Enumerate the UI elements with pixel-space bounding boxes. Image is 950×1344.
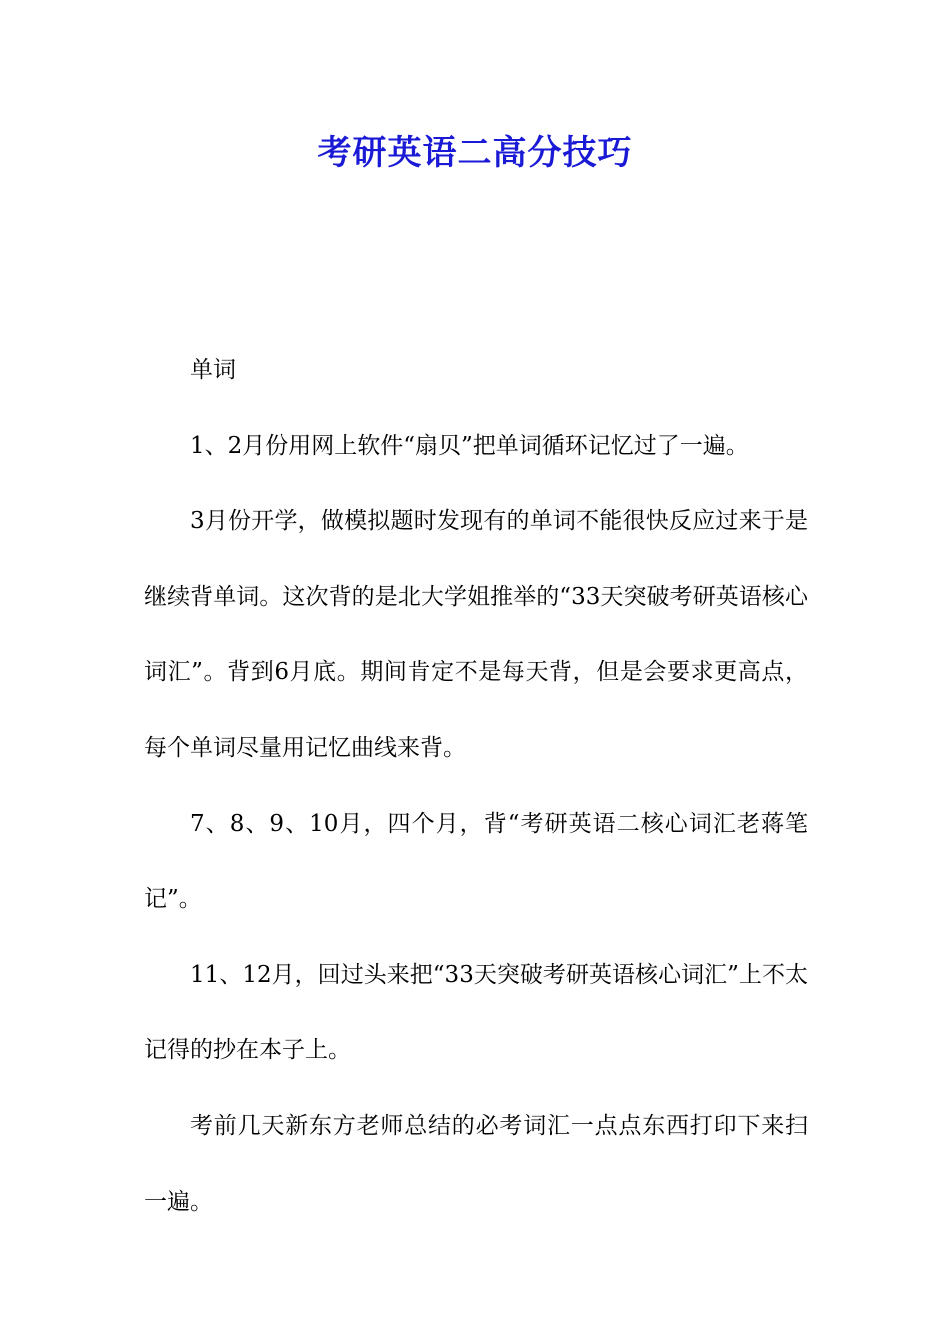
- paragraph-before-exam: 考前几天新东方老师总结的必考词汇一点点东西打印下来扫一遍。: [144, 1112, 808, 1215]
- document-title: 考研英语二高分技巧: [317, 133, 633, 173]
- paragraph-november-december: 11、12月，回过头来把“33天突破考研英语核心词汇”上不太记得的抄在本子上。: [144, 961, 808, 1064]
- paragraph-march: 3月份开学，做模拟题时发现有的单词不能很快反应过来于是继续背单词。这次背的是北大学姐推举的“33天突破考研英语核心词汇”。背到6月底。期间肯定不是每天背，但是会要求更高点，每个单词尽量用记忆曲线来背。: [144, 508, 808, 761]
- paragraph-july-october: 7、8、9、10月，四个月，背“考研英语二核心词汇老蒋笔记”。: [144, 810, 808, 913]
- paragraph-february: 1、2月份用网上软件“扇贝”把单词循环记忆过了一遍。: [190, 432, 749, 459]
- section-heading-vocabulary: 单词: [190, 357, 236, 383]
- document-body: [144, 333, 808, 1240]
